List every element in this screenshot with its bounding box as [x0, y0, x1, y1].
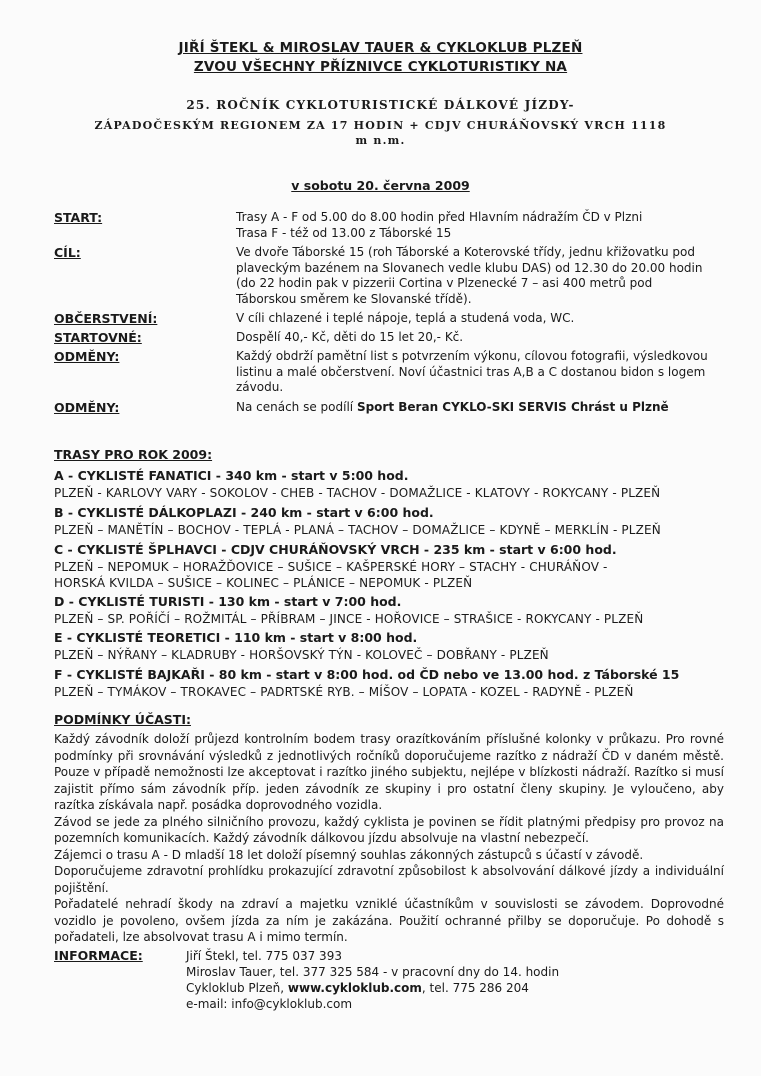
route-c-title: C - CYKLISTÉ ŠPLHAVCI - CDJV CHURÁŇOVSKÝ VRCH - 235 km - start v 6:00 hod. — [54, 542, 617, 557]
info-block — [186, 948, 559, 1012]
route-d-title: D - CYKLISTÉ TURISTI - 130 km - start v 7:00 hod. — [54, 594, 402, 609]
condition-paragraph: Závod se jede za plného silničního provozu, každý cyklista je povinen se řídit platnými předpisy pro provoz na pozemních komunikacích. Každý závodník dálkovou jízdu absolvuje na vlastní nebezpečí. — [54, 814, 724, 845]
route-d-stops: PLZEŇ – SP. POŘÍČÍ – ROŽMITÁL – PŘÍBRAM – JINCE - HOŘOVICE – STRAŠICE - ROKYCANY - PLZEŇ — [54, 612, 644, 626]
entry-fee-label: STARTOVNÉ: — [54, 330, 142, 345]
condition-paragraph: Každý závodník doloží průjezd kontrolním bodem trasy orazítkováním příslušné kolonky v průkazu. Pro rovné podmínky při srovnávání výsledků z jednotlivých ročníků doporučujeme razítko z nádraží ČD v daném městě. Pouze v případě nemožnosti lze akceptovat i razítko jiného subjektu, nejlépe v blízkosti nádraží. Razítko si musí zajistit přímo sám závodník příp. jeden závodník ze skupiny i pro ostatní členy skupiny. Je vyloučeno, aby razítka získávala např. posádka doprovodného vozidla. — [54, 732, 724, 812]
condition-paragraph: Zájemci o trasu A - D mladší 18 let doloží písemný souhlas zákonných zástupců s účastí v závodě. — [54, 847, 644, 862]
rewards-value: Každý obdrží pamětní list s potvrzením výkonu, cílovou fotografii, výsledkovou listinu a malé občerstvení. Noví účastnici tras A,B a C dostanou bidon s logem závodu. — [236, 349, 708, 394]
route-c-stops-2: HORSKÁ KVILDA – SUŠICE – KOLINEC – PLÁNICE – NEPOMUK - PLZEŇ — [54, 576, 473, 590]
rewards-label: ODMĚNY: — [54, 349, 120, 364]
start-label: START: — [54, 210, 103, 225]
route-f-stops: PLZEŇ – TYMÁKOV – TROKAVEC – PADRTSKÉ RYB. – MÍŠOV – LOPATA - KOZEL - RADYNĚ - PLZEŇ — [54, 685, 634, 699]
finish-label: CÍL: — [54, 245, 81, 260]
entry-fee-value: Dospělí 40,- Kč, děti do 15 let 20,- Kč. — [236, 330, 464, 344]
prizes-value — [236, 400, 716, 416]
route-a-stops: PLZEŇ - KARLOVY VARY - SOKOLOV - CHEB - TACHOV - DOMAŽLICE - KLATOVY - ROKYCANY - PLZEŇ — [54, 486, 661, 500]
refreshment-label: OBČERSTVENÍ: — [54, 311, 158, 326]
contact-tauer: Miroslav Tauer, tel. 377 325 584 - v pracovní dny do 14. hodin — [186, 965, 560, 979]
start-line2: Trasa F - též od 13.00 z Táborské 15 — [236, 225, 452, 240]
route-c-stops-1: PLZEŇ – NEPOMUK – HORAŽĎOVICE – SUŠICE – KAŠPERSKÉ HORY – STACHY - CHURÁŇOV - — [54, 560, 608, 574]
sponsor-name: Sport Beran CYKLO-SKI SERVIS Chrást u Plzně — [356, 400, 669, 414]
event-title-line1: 25. ROČNÍK CYKLOTURISTICKÉ DÁLKOVÉ JÍZDY- — [186, 98, 575, 112]
route-e-stops: PLZEŇ – NÝŘANY – KLADRUBY - HORŠOVSKÝ TÝN - KOLOVEČ – DOBŘANY - PLZEŇ — [54, 648, 549, 662]
club-website-link[interactable]: www.cykloklub.com — [287, 981, 422, 995]
info-label: INFORMACE: — [54, 948, 143, 963]
club-phone: , tel. 775 286 204 — [421, 981, 529, 995]
prizes-label: ODMĚNY: — [54, 400, 120, 415]
start-value — [236, 210, 716, 241]
refreshment-value: V cíli chlazené i teplé nápoje, teplá a studená voda, WC. — [236, 311, 575, 325]
event-title-line3: m n.m. — [355, 134, 406, 147]
route-a-title: A - CYKLISTÉ FANATICI - 340 km - start v 5:00 hod. — [54, 468, 409, 483]
route-f-title: F - CYKLISTÉ BAJKAŘI - 80 km - start v 8:00 hod. od ČD nebo ve 13.00 hod. z Táborské 15 — [54, 667, 680, 682]
finish-value: Ve dvoře Táborské 15 (roh Táborské a Koterovské třídy, jednu křižovatku pod plaveckým bazénem na Slovanech vedle klubu DAS) od 12.30 do 20.00 hodin (do 22 hodin pak v pizzerii Cortina v Plzenecké 7 – asi 400 metrů pod Táborskou směrem ke Slovanské třídě). — [236, 245, 703, 306]
event-title-line2: ZÁPADOČESKÝM REGIONEM ZA 17 HODIN + CDJV CHURÁŇOVSKÝ VRCH 1118 — [94, 119, 667, 132]
conditions-body — [54, 731, 724, 946]
start-line1: Trasy A - F od 5.00 do 8.00 hodin před Hlavním nádražím ČD v Plzni — [236, 210, 643, 224]
contact-email[interactable]: e-mail: info@cykloklub.com — [186, 997, 353, 1011]
contact-stekl: Jiří Štekl, tel. 775 037 393 — [186, 949, 342, 963]
route-e-title: E - CYKLISTÉ TEORETICI - 110 km - start v 8:00 hod. — [54, 630, 418, 645]
condition-paragraph: Doporučujeme zdravotní prohlídku prokazující zdravotní způsobilost k absolvování dálkové jízdy a individuální pojištění. — [54, 864, 724, 895]
contact-club — [186, 980, 559, 996]
routes-heading: TRASY PRO ROK 2009: — [54, 447, 213, 462]
route-b-stops: PLZEŇ – MANĚTÍN – BOCHOV - TEPLÁ - PLANÁ – TACHOV – DOMAŽLICE – KDYNĚ – MERKLÍN - PLZEŇ — [54, 523, 661, 537]
condition-paragraph: Pořadatelé nehradí škody na zdraví a majetku vzniklé účastníkům v souvislosti se závodem. Doprovodné vozidlo je povoleno, ovšem jízda za ním je zakázána. Použití ochranné přilby se doporučuje. Po dohodě s pořadateli, lze absolvovat trasu A i mimo termín. — [54, 897, 724, 944]
event-date: v sobotu 20. června 2009 — [291, 178, 470, 193]
prizes-prefix: Na cenách se podílí — [236, 400, 357, 414]
club-name: Cykloklub Plzeň, — [186, 981, 288, 995]
header-title-line1: JIŘÍ ŠTEKL & MIROSLAV TAUER & CYKLOKLUB PLZEŇ — [178, 40, 583, 56]
conditions-heading: PODMÍNKY ÚČASTI: — [54, 712, 191, 727]
header-title-line2: ZVOU VŠECHNY PŘÍZNIVCE CYKLOTURISTIKY NA — [193, 59, 568, 75]
route-b-title: B - CYKLISTÉ DÁLKOPLAZI - 240 km - start v 6:00 hod. — [54, 505, 434, 520]
